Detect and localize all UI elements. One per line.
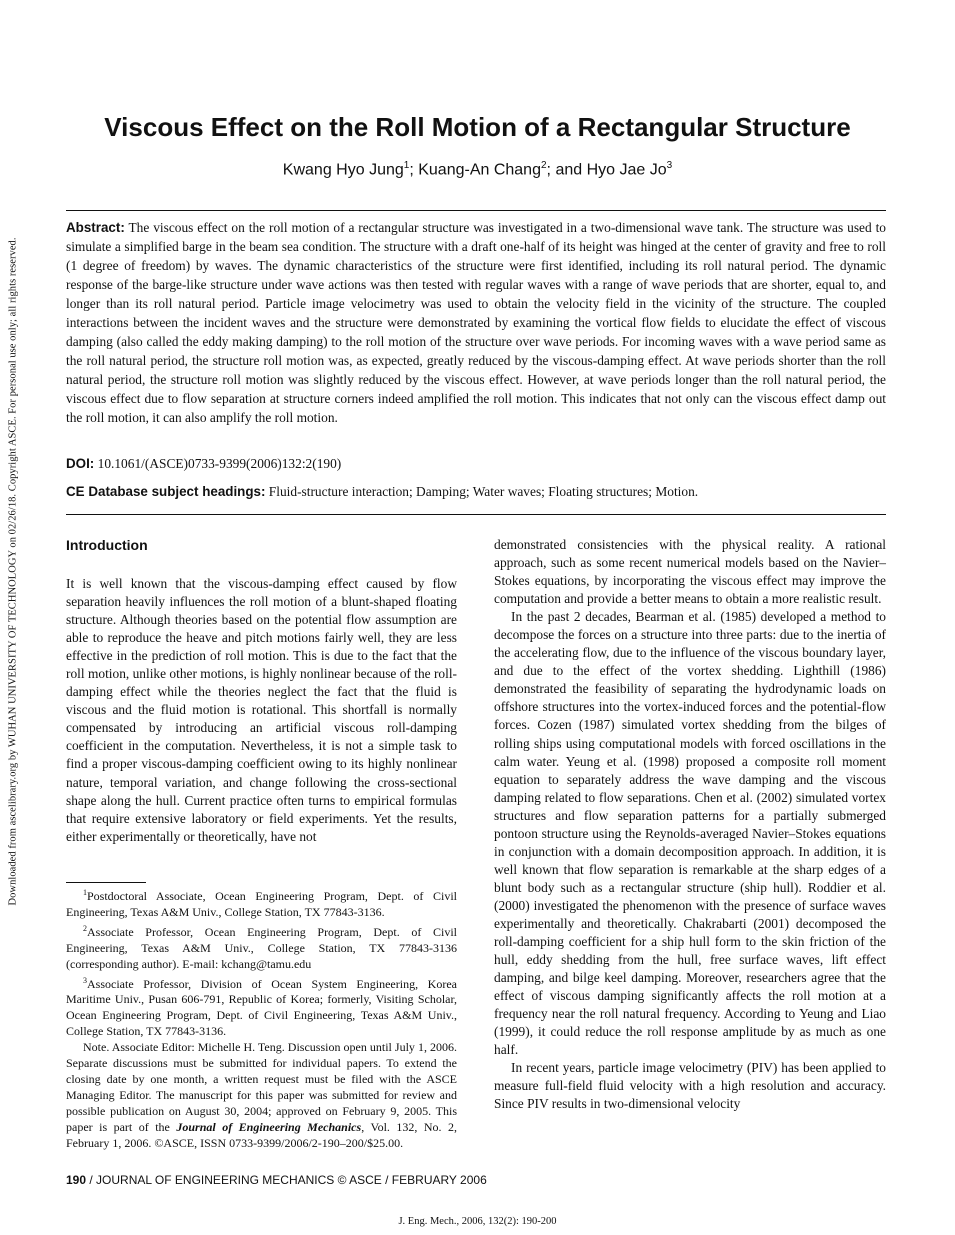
running-footer [66,1173,487,1187]
footnote-mark: 2 [83,923,87,933]
author-name: Hyo Jae Jo [586,161,667,179]
author-affiliation-mark: 2 [540,160,547,171]
download-notice: Downloaded from ascelibrary.org by WUHAN UNIVERSITY OF TECHNOLOGY on 02/26/18. Copyright ASCE. For personal use only; all rights reserved. [7,237,19,906]
left-column [66,575,457,846]
note-text: Note. Associate Editor: Michelle H. Teng. Discussion open until July 1, 2006. Separate discussions must be submitted for individual papers. To extend the closing date by one month, a written request must be filed with the ASCE Managing Editor. The manuscript for this paper was submitted for review and possible publication on August 30, 2004; approved on February 9, 2005. This paper is part of the [66,1040,457,1134]
citation-line: J. Eng. Mech., 2006, 132(2): 190-200 [398,1216,557,1227]
section-heading-introduction: Introduction [66,537,148,553]
doi-value: 10.1061/(ASCE)0733-9399(2006)132:2(190) [97,456,342,471]
body-paragraph: In the past 2 decades, Bearman et al. (1985) developed a method to decompose the forces on a structure into three parts: due to the inertia of the accelerating flow, due to the influence of the viscous boundary layer, and due to the effect of the vortex shedding. Lighthill (1986) demonstrated the feasibility of separating the hydrodynamic loads on offshore structures into the vortex-induced forces and the potential-flow forces. Cozen (1987) simulated vortex shedding from the bilges of rolling ships using computational models with forced oscillations in the calm water. Yeung et al. (1998) proposed a composite roll moment equation to separately address the wave damping and the viscous damping related to flow separations. Chen et al. (2002) simulated vortex structures and flow separation patterns for a partially submerged pontoon structure using the Reynolds-averaged Navier–Stokes equations in conjunction with a domain decomposition approach. In addition, it is well known that flow separation is remarkable at the sharp edges of a blunt body such as a rectangular structure (ship hull). Roddier et al. (2000) investigated the phenomenon with the presence of surface waves experimentally and theoretically. Chakrabarti (2001) decomposed the roll-damping coefficient for a ship hull form to the skin friction of the hull, eddy shedding from the hull, free surface waves, lift effect damping, and bilge keel damping. Moreover, researchers agree that the effect of viscous damping significantly affects the roll motion at a frequency near the roll natural frequency. According to Yeung and Liao (1999), it could reduce the roll response amplitude by as much as one half. [494,609,886,1058]
footnote-text: Associate Professor, Ocean Engineering Program, Dept. of Civil Engineering, Texas A&M Univ., College Station, TX 77843-3136 (corresponding author). E-mail: kchang@tamu.edu [66,924,457,971]
abstract-text: The viscous effect on the roll motion of a rectangular structure was investigated in a two-dimensional wave tank. The structure was used to simulate a simplified barge in the beam sea condition. The structure with a draft one-half of its height was hinged at the center of gravity and free to roll (1 degree of freedom) by waves. The dynamic characteristics of the structure were first identified, including its roll natural period. The dynamic response of the barge-like structure under wave actions was then tested with regular waves with a range of wave periods that are shorter, equal to, and longer than its roll natural period. Particle image velocimetry was used to obtain the velocity field in the vicinity of the structure. The coupled interactions between the incident waves and the structure were demonstrated by examining the vortical flow fields to elucidate the effect of viscous damping (also called the eddy making damping) to the roll motion of the structure over wave periods. For incoming waves with a wave period same as the roll natural period, the structure roll motion was, as expected, greatly reduced by the viscous-damping effect. At wave periods shorter than the roll natural period, the structure roll motion was slightly reduced by the viscous effect. However, at wave periods longer than the roll natural period, the viscous effect due to flow separation at structure corners indeed amplified the roll motion. This indicates that not only can the viscous effect damp out the roll motion, it can also amplify the roll motion. [66,220,887,426]
footnote-text: Postdoctoral Associate, Ocean Engineering Program, Dept. of Civil Engineering, Texas A&M Univ., College Station, TX 77843-3136. [66,889,457,919]
doi-label: DOI: [66,456,95,471]
body-paragraph: demonstrated consistencies with the physical reality. A rational approach, such as some recent numerical models based on the Navier–Stokes equations, by incorporating the viscous effect may improve the computation and provide a better means to obtain a more realistic result. [494,537,886,607]
footnotes [66,885,457,1152]
author-affiliation-mark: 1 [403,160,410,171]
paper-title: Viscous Effect on the Roll Motion of a Rectangular Structure [104,112,851,142]
body-paragraph: It is well known that the viscous-damping effect caused by flow separation heavily influences the roll motion of a blunt-shaped floating structure. Although theories based on the potential flow assumption are able to reproduce the heave and pitch motions fairly well, they are less effective in the prediction of roll motion. This is due to the fact that the roll motion, unlike other motions, is highly nonlinear because of the roll-damping effect while the theories neglect the fact that the fluid is viscous and the fluid motion is rotational. This shortfall is normally compensated by introducing an artificial viscous roll-damping coefficient in the computation. Nevertheless, it is not a simple task to find a proper viscous-damping coefficient owing to its highly nonlinear nature, temporal variation, and change following the cross-sectional shape along the hull. Current practice often turns to empirical formulas that require extensive laboratory or field experiments. Yet the results, either experimentally or theoretically, have not [66,576,457,844]
abstract [66,218,886,428]
footnote-mark: 3 [83,975,87,985]
author-affiliation-mark: 3 [666,160,673,171]
footnote-mark: 1 [83,888,87,897]
doi-line [66,456,886,472]
page-number: 190 [66,1173,87,1187]
author-separator: ; [409,161,419,179]
footnote-3 [66,973,457,1041]
author-list [40,160,915,179]
body-paragraph: In recent years, particle image velocimetry (PIV) has been applied to measure full-field fluid velocity with a high resolution and accuracy. Since PIV results in two-dimensional velocity [494,1060,886,1112]
editorial-note [66,1040,457,1151]
subject-headings-label: CE Database subject headings: [66,484,266,499]
abstract-label: Abstract: [66,220,125,235]
journal-footer-text: / JOURNAL OF ENGINEERING MECHANICS © ASCE / FEBRUARY 2006 [86,1173,487,1187]
right-column [494,536,886,1114]
subject-headings-value: Fluid-structure interaction; Damping; Water waves; Floating structures; Motion. [268,484,699,499]
author-separator: ; and [546,161,587,179]
footnote-1 [66,885,457,921]
note-text-end: , Vol. 132, No. 2, February 1, 2006. ©ASCE, ISSN 0733-9399/2006/2-190–200/$25.00. [66,1119,458,1150]
footnote-2 [66,921,457,973]
author-name: Kwang Hyo Jung [282,161,404,179]
footnote-text: Associate Professor, Division of Ocean System Engineering, Korea Maritime Univ., Pusan 606-791, Republic of Korea; formerly, Visiting Scholar, Ocean Engineering Program, Dept. of Civil Engineering, Texas A&M Univ., College Station, TX 77843-3136. [66,976,457,1039]
author-name: Kuang-An Chang [418,161,541,179]
footnote-rule [66,882,146,883]
header-rule [66,210,886,211]
journal-name: Journal of Engineering Mechanics [176,1119,362,1134]
subject-headings [66,484,886,500]
section-rule [66,514,886,515]
